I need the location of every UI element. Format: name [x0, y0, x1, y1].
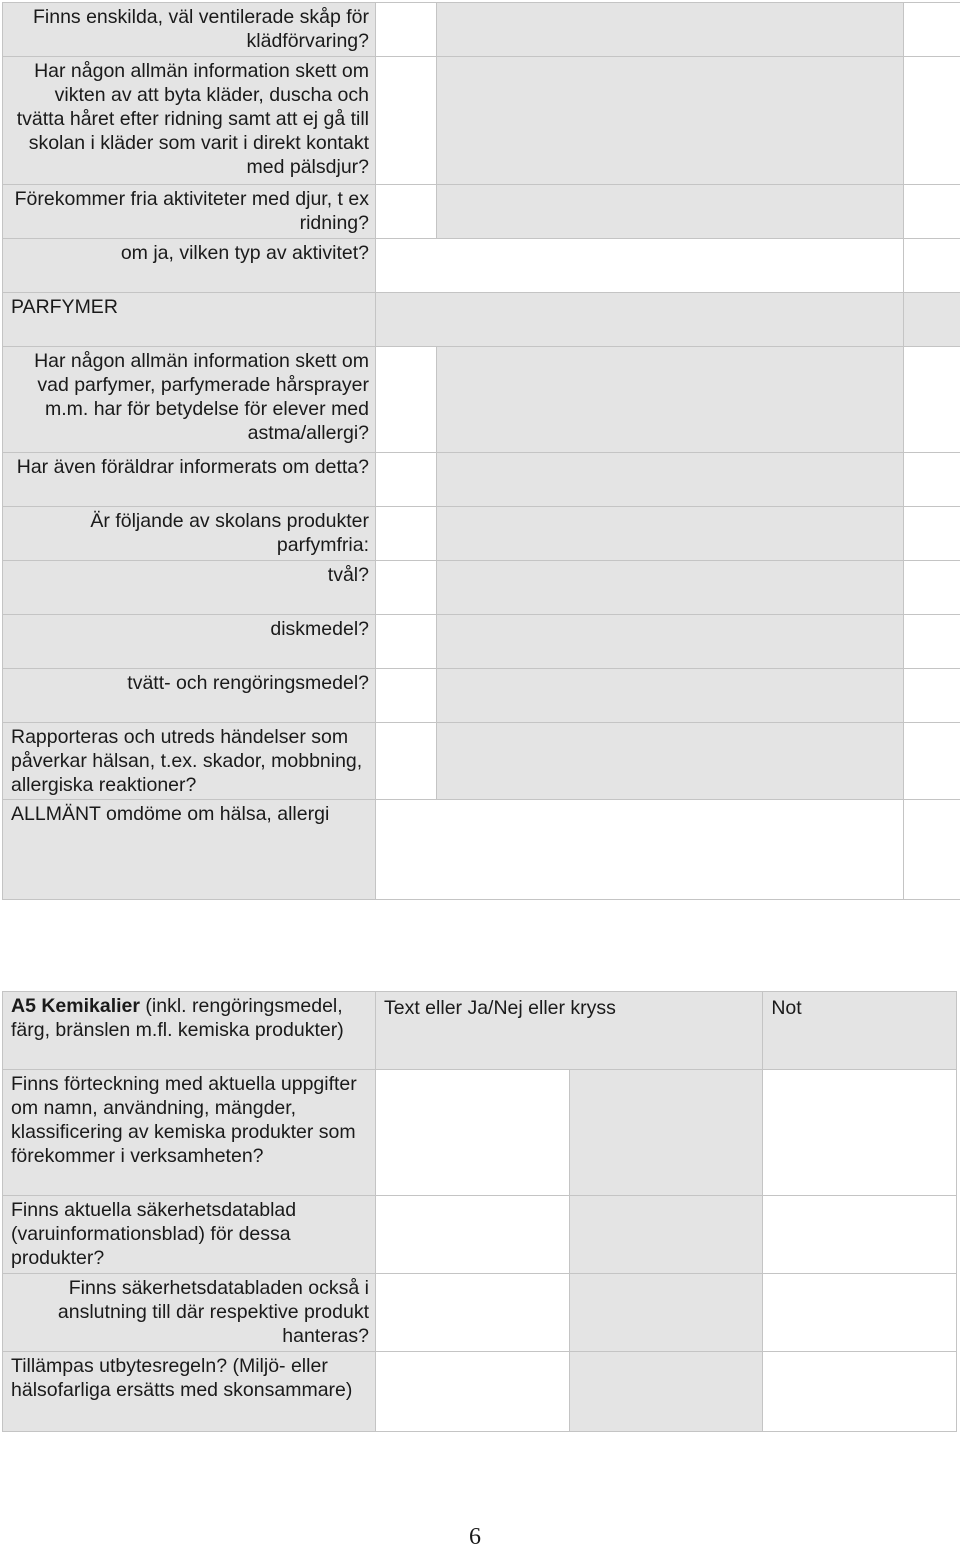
question-cell: diskmedel? — [3, 615, 376, 669]
answer-cell[interactable] — [376, 185, 437, 239]
note-cell[interactable] — [904, 800, 960, 900]
question-cell: Finns förteckning med aktuella uppgifter om namn, användning, mängder, klassificering av kemiska produkter som förekommer i verksamheten? — [3, 1070, 376, 1196]
note-cell[interactable] — [904, 561, 960, 615]
answer-cell[interactable] — [376, 669, 437, 723]
answer-cell[interactable] — [376, 1196, 570, 1274]
table-row — [3, 239, 960, 293]
answer-cell[interactable] — [376, 1274, 570, 1352]
text-cell[interactable] — [437, 3, 904, 57]
table-row — [3, 57, 960, 185]
question-cell: Har någon allmän information skett om vikten av att byta kläder, duscha och tvätta håret efter ridning samt att ej gå till skolan i kläder som varit i direkt kontakt med pälsdjur? — [3, 57, 376, 185]
answer-cell[interactable] — [376, 723, 437, 800]
text-cell[interactable] — [437, 615, 904, 669]
section-heading: PARFYMER — [3, 293, 376, 347]
text-cell[interactable] — [569, 1070, 763, 1196]
table-row — [3, 507, 960, 561]
section-title — [3, 992, 376, 1070]
note-column-header: Not — [763, 992, 957, 1070]
answer-cell[interactable] — [376, 1070, 570, 1196]
question-cell: Rapporteras och utreds händelser som påverkar hälsan, t.ex. skador, mobbning, allergiska reaktioner? — [3, 723, 376, 800]
table-row — [3, 185, 960, 239]
table-row — [3, 723, 960, 800]
answer-cell[interactable] — [376, 800, 904, 900]
note-cell[interactable] — [904, 3, 960, 57]
text-cell[interactable] — [437, 347, 904, 453]
table-row — [3, 615, 960, 669]
question-cell: Är följande av skolans produkter parfymfria: — [3, 507, 376, 561]
answer-cell[interactable] — [376, 561, 437, 615]
question-cell: tvål? — [3, 561, 376, 615]
table-row — [3, 1274, 957, 1352]
answer-cell[interactable] — [376, 1352, 570, 1432]
note-cell[interactable] — [904, 615, 960, 669]
page-number: 6 — [0, 1524, 950, 1551]
answer-column-header: Text eller Ja/Nej eller kryss — [376, 992, 763, 1070]
table-row — [3, 669, 960, 723]
text-cell[interactable] — [569, 1196, 763, 1274]
health-checklist-table — [2, 2, 960, 900]
note-cell[interactable] — [763, 1274, 957, 1352]
table-row — [3, 3, 960, 57]
answer-cell[interactable] — [376, 3, 437, 57]
note-cell[interactable] — [904, 185, 960, 239]
answer-cell[interactable] — [376, 239, 904, 293]
note-cell[interactable] — [904, 669, 960, 723]
table-row — [3, 293, 960, 347]
text-cell[interactable] — [569, 1274, 763, 1352]
text-cell[interactable] — [437, 185, 904, 239]
answer-cell[interactable] — [376, 347, 437, 453]
question-cell: Finns aktuella säkerhetsdatablad (varuinformationsblad) för dessa produkter? — [3, 1196, 376, 1274]
text-cell[interactable] — [437, 723, 904, 800]
text-cell — [376, 293, 904, 347]
question-cell: Tillämpas utbytesregeln? (Miljö- eller hälsofarliga ersätts med skonsammare) — [3, 1352, 376, 1432]
question-cell: ALLMÄNT omdöme om hälsa, allergi — [3, 800, 376, 900]
section-title-rest: (inkl. rengöringsmedel, färg, bränslen m.fl. kemiska produkter) — [11, 995, 344, 1041]
table-row — [3, 453, 960, 507]
table-row — [3, 1352, 957, 1432]
answer-cell[interactable] — [376, 615, 437, 669]
table-row — [3, 800, 960, 900]
text-cell[interactable] — [437, 561, 904, 615]
table-row — [3, 1070, 957, 1196]
note-cell — [904, 293, 960, 347]
question-cell: Har även föräldrar informerats om detta? — [3, 453, 376, 507]
question-cell: Förekommer fria aktiviteter med djur, t ex ridning? — [3, 185, 376, 239]
table-row — [3, 1196, 957, 1274]
table-row — [3, 347, 960, 453]
question-cell: tvätt- och rengöringsmedel? — [3, 669, 376, 723]
text-cell[interactable] — [437, 57, 904, 185]
note-cell[interactable] — [763, 1196, 957, 1274]
question-cell: om ja, vilken typ av aktivitet? — [3, 239, 376, 293]
answer-cell[interactable] — [376, 57, 437, 185]
text-cell[interactable] — [437, 669, 904, 723]
note-cell[interactable] — [904, 57, 960, 185]
note-cell[interactable] — [904, 453, 960, 507]
question-cell: Finns enskilda, väl ventilerade skåp för klädförvaring? — [3, 3, 376, 57]
table-row — [3, 561, 960, 615]
answer-cell[interactable] — [376, 507, 437, 561]
text-cell[interactable] — [437, 453, 904, 507]
chemicals-checklist-table — [2, 991, 957, 1432]
note-cell[interactable] — [904, 239, 960, 293]
text-cell[interactable] — [437, 507, 904, 561]
section-title-bold: A5 Kemikalier — [11, 995, 140, 1017]
question-cell: Har någon allmän information skett om vad parfymer, parfymerade hårsprayer m.m. har för betydelse för elever med astma/allergi? — [3, 347, 376, 453]
note-cell[interactable] — [904, 347, 960, 453]
table-header-row — [3, 992, 957, 1070]
answer-cell[interactable] — [376, 453, 437, 507]
note-cell[interactable] — [904, 507, 960, 561]
note-cell[interactable] — [763, 1070, 957, 1196]
note-cell[interactable] — [763, 1352, 957, 1432]
text-cell[interactable] — [569, 1352, 763, 1432]
note-cell[interactable] — [904, 723, 960, 800]
question-cell: Finns säkerhetsdatabladen också i anslutning till där respektive produkt hanteras? — [3, 1274, 376, 1352]
